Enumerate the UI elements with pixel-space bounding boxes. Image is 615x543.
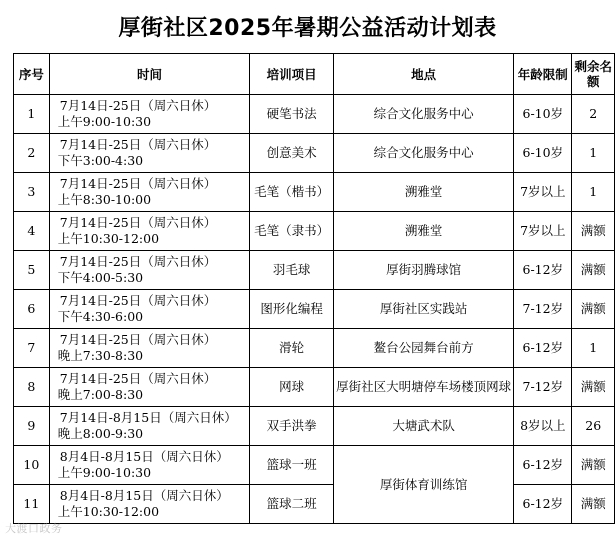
row-age: 7-12岁: [514, 368, 572, 407]
row-remaining: 满额: [572, 212, 615, 251]
table-row: [14, 485, 615, 524]
row-remaining: 满额: [572, 446, 615, 485]
row-location: 综合文化服务中心: [334, 95, 514, 134]
time-dates: 7月14日-8月15日（周六日休）: [59, 410, 237, 425]
row-age: 8岁以上: [514, 407, 572, 446]
row-age: 6-10岁: [514, 95, 572, 134]
row-location: 厚街社区实践站: [334, 290, 514, 329]
row-age: 6-12岁: [514, 485, 572, 524]
time-dates: 7月14日-25日（周六日休）: [59, 332, 217, 347]
time-dates: 8月4日-8月15日（周六日休）: [59, 449, 229, 464]
header-time: 时间: [49, 54, 250, 95]
table-header-row: [14, 54, 615, 95]
time-hours: 下午4:30-6:00: [57, 309, 144, 324]
time-hours: 上午10:30-12:00: [57, 231, 160, 246]
time-dates: 7月14日-25日（周六日休）: [59, 176, 217, 191]
row-age: 7-12岁: [514, 290, 572, 329]
row-project: 双手洪拳: [250, 407, 334, 446]
table-row: [14, 329, 615, 368]
row-project: 硬笔书法: [250, 95, 334, 134]
row-project: 篮球一班: [250, 446, 334, 485]
table-row: [14, 173, 615, 212]
row-no: 4: [14, 212, 50, 251]
row-remaining: 满额: [572, 290, 615, 329]
time-hours: 上午9:00-10:30: [57, 114, 152, 129]
time-dates: 7月14日-25日（周六日休）: [59, 254, 217, 269]
row-time: [49, 290, 250, 329]
row-remaining: 1: [572, 134, 615, 173]
row-project: 毛笔（隶书）: [250, 212, 334, 251]
row-remaining: 满额: [572, 485, 615, 524]
row-time: [49, 212, 250, 251]
header-no: 序号: [14, 54, 50, 95]
row-time: [49, 173, 250, 212]
row-no: 6: [14, 290, 50, 329]
header-location: 地点: [334, 54, 514, 95]
row-no: 11: [14, 485, 50, 524]
row-time: [49, 95, 250, 134]
table-row: [14, 95, 615, 134]
time-hours: 晚上8:00-9:30: [57, 426, 144, 441]
row-remaining: 满额: [572, 368, 615, 407]
row-location: 溯雅堂: [334, 173, 514, 212]
time-dates: 7月14日-25日（周六日休）: [59, 371, 217, 386]
row-location: 大塘武术队: [334, 407, 514, 446]
row-time: [49, 134, 250, 173]
row-project: 网球: [250, 368, 334, 407]
row-remaining: 26: [572, 407, 615, 446]
row-time: [49, 329, 250, 368]
table-row: [14, 290, 615, 329]
time-dates: 7月14日-25日（周六日休）: [59, 98, 217, 113]
time-dates: 7月14日-25日（周六日休）: [59, 293, 217, 308]
row-location: 综合文化服务中心: [334, 134, 514, 173]
row-time: [49, 485, 250, 524]
table-row: [14, 368, 615, 407]
page-title: 厚街社区2025年暑期公益活动计划表: [118, 16, 497, 41]
row-remaining: 2: [572, 95, 615, 134]
row-time: [49, 251, 250, 290]
time-hours: 下午4:00-5:30: [57, 270, 144, 285]
row-no: 10: [14, 446, 50, 485]
row-project: 篮球二班: [250, 485, 334, 524]
row-time: [49, 446, 250, 485]
row-project: 图形化编程: [250, 290, 334, 329]
row-age: 6-10岁: [514, 134, 572, 173]
row-project: 滑轮: [250, 329, 334, 368]
row-project: 羽毛球: [250, 251, 334, 290]
row-age: 6-12岁: [514, 329, 572, 368]
time-hours: 上午9:00-10:30: [57, 465, 152, 480]
table-row: [14, 212, 615, 251]
time-dates: 7月14日-25日（周六日休）: [59, 215, 217, 230]
row-location: 厚街社区大明塘停车场楼顶网球: [334, 368, 514, 407]
row-no: 7: [14, 329, 50, 368]
row-age: 6-12岁: [514, 446, 572, 485]
table-row: [14, 407, 615, 446]
table-row: [14, 251, 615, 290]
watermark: 大渡口政务: [5, 522, 63, 535]
table-row: [14, 134, 615, 173]
row-age: 7岁以上: [514, 212, 572, 251]
header-project: 培训项目: [250, 54, 334, 95]
time-dates: 7月14日-25日（周六日休）: [59, 137, 217, 152]
header-age: 年龄限制: [514, 54, 572, 95]
row-location: 厚街羽腾球馆: [334, 251, 514, 290]
row-remaining: 满额: [572, 251, 615, 290]
row-no: 3: [14, 173, 50, 212]
time-hours: 晚上7:30-8:30: [57, 348, 144, 363]
row-location: 鳌台公园舞台前方: [334, 329, 514, 368]
row-no: 8: [14, 368, 50, 407]
time-hours: 上午10:30-12:00: [57, 504, 160, 519]
row-time: [49, 368, 250, 407]
row-remaining: 1: [572, 173, 615, 212]
row-no: 9: [14, 407, 50, 446]
time-hours: 晚上7:00-8:30: [57, 387, 144, 402]
row-time: [49, 407, 250, 446]
row-no: 2: [14, 134, 50, 173]
time-dates: 8月4日-8月15日（周六日休）: [59, 488, 229, 503]
header-remaining: 剩余名额: [572, 54, 615, 95]
row-age: 6-12岁: [514, 251, 572, 290]
time-hours: 下午3:00-4:30: [57, 153, 144, 168]
row-age: 7岁以上: [514, 173, 572, 212]
row-project: 创意美术: [250, 134, 334, 173]
row-location: 厚街体育训练馆: [334, 446, 514, 524]
row-project: 毛笔（楷书）: [250, 173, 334, 212]
row-no: 1: [14, 95, 50, 134]
row-location: 溯雅堂: [334, 212, 514, 251]
time-hours: 上午8:30-10:00: [57, 192, 152, 207]
row-no: 5: [14, 251, 50, 290]
activity-plan-table: [13, 53, 615, 524]
table-row: [14, 446, 615, 485]
row-remaining: 1: [572, 329, 615, 368]
